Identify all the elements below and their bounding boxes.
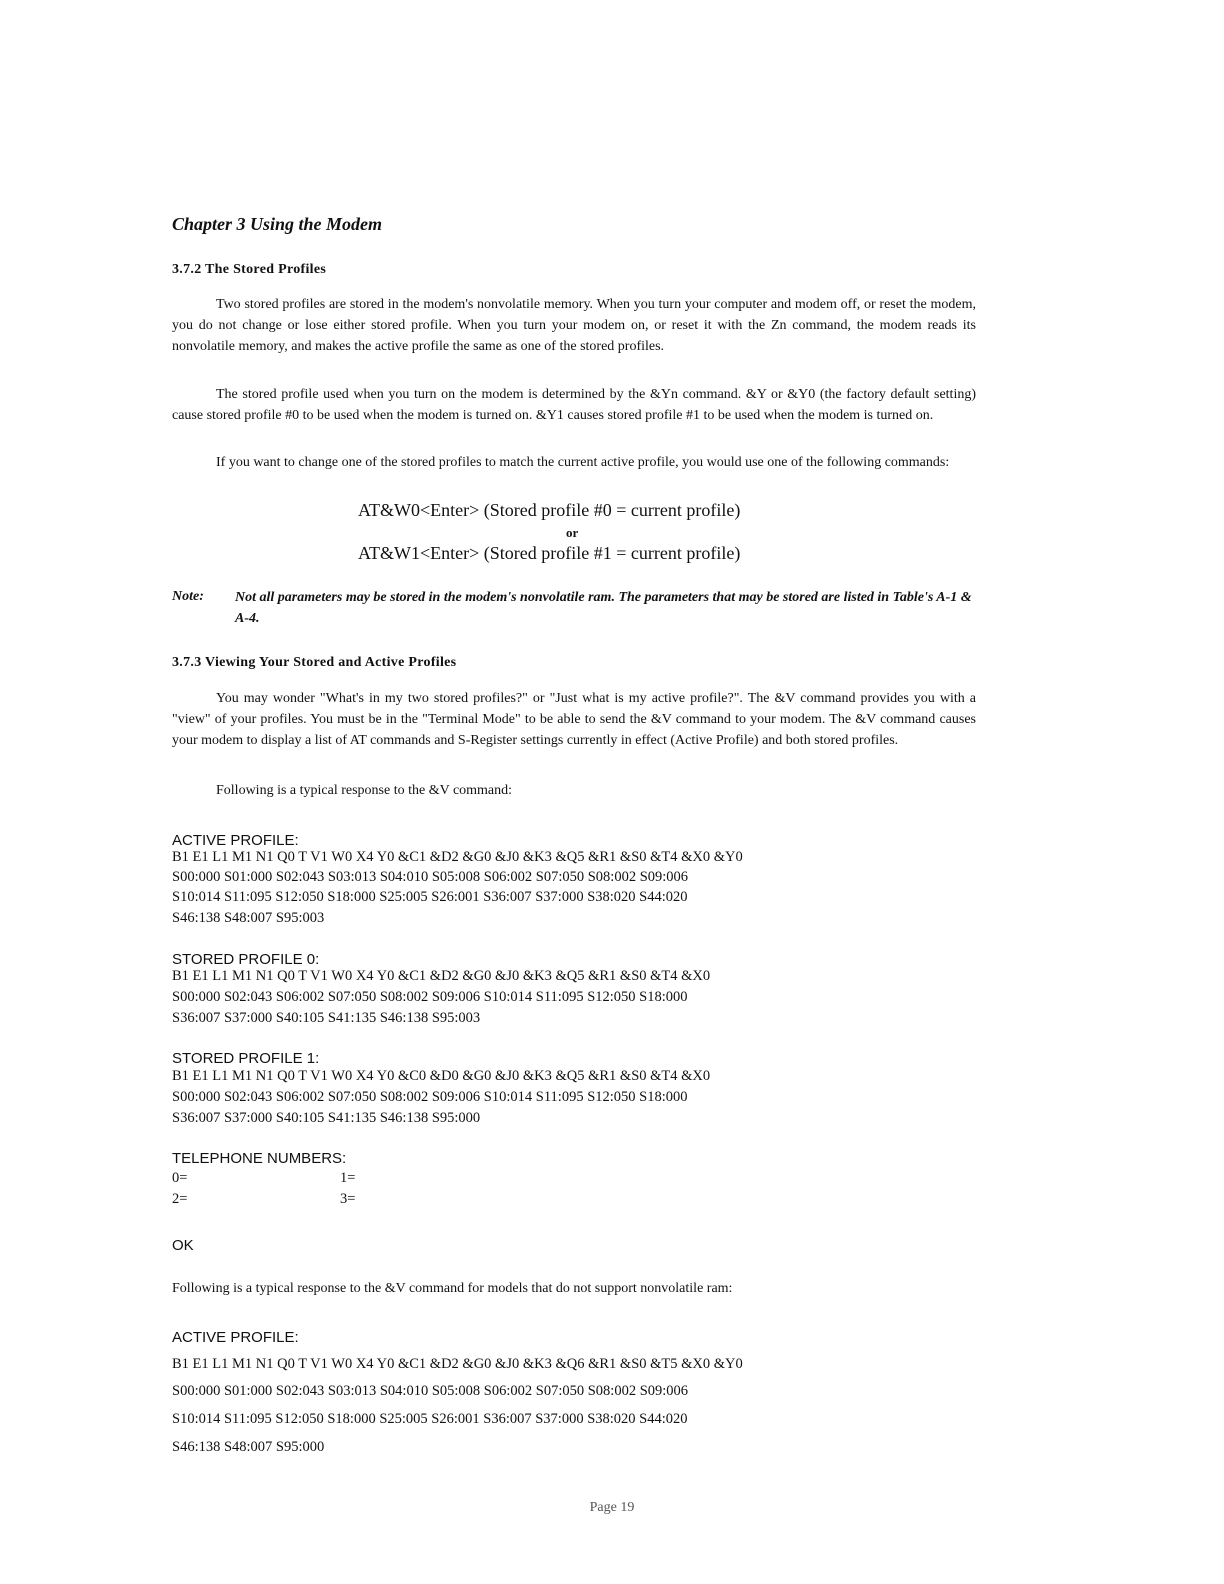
stored-profile-1-line: S36:007 S37:000 S40:105 S41:135 S46:138 S95:000 [172,1110,481,1126]
page-number: Page 19 [589,1500,635,1515]
or-separator: or [566,525,579,540]
command-write-profile-0: AT&W0<Enter> (Stored profile #0 = current profile) [358,500,741,520]
paragraph-no-nvram: Following is a typical response to the &V command for models that do not support nonvolatile ram: [172,1281,733,1296]
chapter-title: Chapter 3 Using the Modem [172,214,383,234]
note-label: Note: [172,589,204,604]
paragraph-typical-response: Following is a typical response to the &V command: [216,783,513,798]
section-heading-stored-profiles: 3.7.2 The Stored Profiles [172,262,327,277]
section-heading-viewing-profiles: 3.7.3 Viewing Your Stored and Active Profiles [172,655,457,670]
paragraph-change-profiles: If you want to change one of the stored profiles to match the current active profile, you would use one of the following commands: [216,455,950,470]
stored-profile-1-label: STORED PROFILE 1: [172,1050,320,1067]
active-profile-line: S46:138 S48:007 S95:003 [172,910,325,926]
telephone-number-2: 2= [172,1191,188,1207]
stored-profile-0-line: B1 E1 L1 M1 N1 Q0 T V1 W0 X4 Y0 &C1 &D2 &G0 &J0 &K3 &Q5 &R1 &S0 &T4 &X0 [172,968,711,984]
paragraph-v-command: You may wonder "What's in my two stored profiles?" or "Just what is my active profile?". The &V command provides you with a "view" of your profiles. You must be in the "Terminal Mode" to be able to send the &V command to your modem. The &V command causes your modem to display a list of AT commands and S-Register settings currently in effect (Active Profile) and both stored profiles. [172,691,976,748]
stored-profile-0-label: STORED PROFILE 0: [172,951,320,968]
telephone-number-3: 3= [340,1191,356,1207]
active-profile-line: B1 E1 L1 M1 N1 Q0 T V1 W0 X4 Y0 &C1 &D2 &G0 &J0 &K3 &Q5 &R1 &S0 &T4 &X0 &Y0 [172,849,743,865]
active-profile-line: S00:000 S01:000 S02:043 S03:013 S04:010 S05:008 S06:002 S07:050 S08:002 S09:006 [172,869,689,885]
telephone-number-0: 0= [172,1170,188,1186]
ok-response: OK [172,1237,194,1254]
active-profile-2-line: S10:014 S11:095 S12:050 S18:000 S25:005 S26:001 S36:007 S37:000 S38:020 S44:020 [172,1411,688,1427]
telephone-number-1: 1= [340,1170,356,1186]
active-profile-label: ACTIVE PROFILE: [172,832,299,849]
stored-profile-0-line: S00:000 S02:043 S06:002 S07:050 S08:002 S09:006 S10:014 S11:095 S12:050 S18:000 [172,989,688,1005]
paragraph-yn-command: The stored profile used when you turn on the modem is determined by the &Yn command. &Y or &Y0 (the factory default setting) cause stored profile #0 to be used when the modem is turned on. &Y1 causes stored profile #1 to be used when the modem is turned on. [172,387,976,423]
telephone-numbers-label: TELEPHONE NUMBERS: [172,1150,347,1167]
command-write-profile-1: AT&W1<Enter> (Stored profile #1 = current profile) [358,543,741,563]
active-profile-2-line: B1 E1 L1 M1 N1 Q0 T V1 W0 X4 Y0 &C1 &D2 &G0 &J0 &K3 &Q6 &R1 &S0 &T5 &X0 &Y0 [172,1356,743,1372]
stored-profile-0-line: S36:007 S37:000 S40:105 S41:135 S46:138 S95:003 [172,1010,481,1026]
active-profile-line: S10:014 S11:095 S12:050 S18:000 S25:005 S26:001 S36:007 S37:000 S38:020 S44:020 [172,889,688,905]
note-text: Not all parameters may be stored in the modem's nonvolatile ram. The parameters that may be stored are listed in Table's A-1 & A-4. [235,590,972,626]
active-profile-2-line: S46:138 S48:007 S95:000 [172,1439,325,1455]
stored-profile-1-line: S00:000 S02:043 S06:002 S07:050 S08:002 S09:006 S10:014 S11:095 S12:050 S18:000 [172,1089,688,1105]
stored-profile-1-line: B1 E1 L1 M1 N1 Q0 T V1 W0 X4 Y0 &C0 &D0 &G0 &J0 &K3 &Q5 &R1 &S0 &T4 &X0 [172,1068,711,1084]
paragraph-stored-profiles-intro: Two stored profiles are stored in the modem's nonvolatile memory. When you turn your computer and modem off, or reset the modem, you do not change or lose either stored profile. When you turn your modem on, or reset it with the Zn command, the modem reads its nonvolatile memory, and makes the active profile the same as one of the stored profiles. [172,297,976,354]
active-profile-2-line: S00:000 S01:000 S02:043 S03:013 S04:010 S05:008 S06:002 S07:050 S08:002 S09:006 [172,1383,689,1399]
active-profile-2-label: ACTIVE PROFILE: [172,1329,299,1346]
